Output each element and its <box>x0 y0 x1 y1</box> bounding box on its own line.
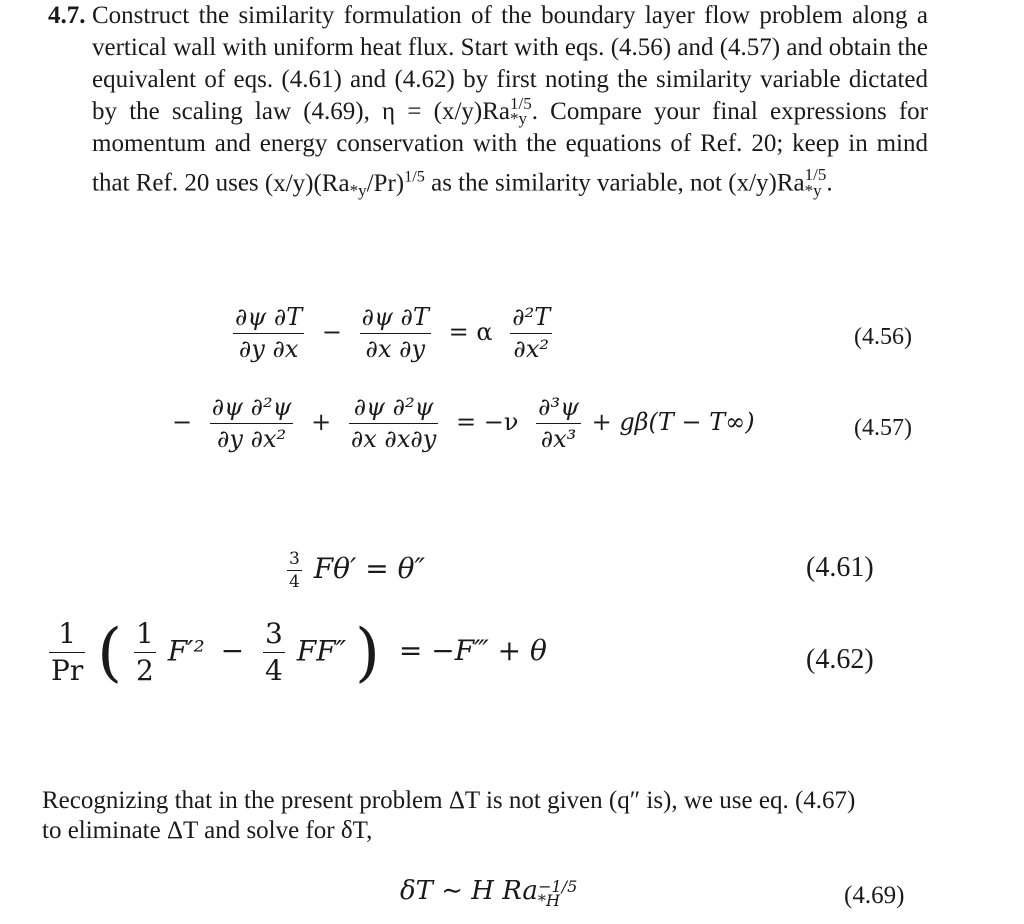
eq469-label: (4.69) <box>844 882 905 909</box>
eq469-exponent: −1/5 <box>537 876 578 896</box>
eq457-equals: = −ν <box>456 408 519 437</box>
eq457-lead-minus: − <box>172 408 193 437</box>
recognizing-line1: Recognizing that in the present problem ΔT is not given (q″ is), we use eq. (4.67) <box>42 787 856 814</box>
similarity-variable: (x/y)Ra <box>433 98 510 126</box>
equation-4-62 <box>46 616 547 690</box>
eq457-frac2: $\frac{\text{∂ψ ∂²ψ}}{\partial x \partial x\partial y}$ <box>350 393 437 454</box>
eq462-close-paren: ) <box>355 615 380 690</box>
problem-text-line1: Construct the similarity formulation of the boundary layer flow problem along a vertical wall with uniform heat flux. Start with eqs. (4.56) and (4.57) and obtain the equivalent of eqs. (4.61) and (4.62) by first noting the similarity variable dictated by the scaling law (4.69), η = <box>92 2 928 126</box>
eq462-minus: − <box>220 634 245 668</box>
sim-exponent: 1/5 <box>510 94 532 113</box>
eq469-lhs: δT ∼ H Ra <box>400 876 538 906</box>
problem-statement <box>48 0 928 200</box>
eq462-pr-frac: $\frac{1}{Pr}$ <box>51 617 84 688</box>
eq456-label: (4.56) <box>854 324 912 350</box>
eq461-label: (4.61) <box>806 552 874 583</box>
equation-4-61 <box>284 548 425 593</box>
equation-4-56 <box>230 302 555 365</box>
ref20-variable-a: (x/y)(Ra <box>264 169 350 197</box>
equation-4-57 <box>172 392 755 455</box>
eq462-open-paren: ( <box>97 615 123 690</box>
ref20-variable-b: /Pr) <box>366 169 405 197</box>
eq462-label: (4.62) <box>806 644 874 675</box>
equation-4-69 <box>400 876 577 909</box>
eq461-body: Fθ′ = θ″ <box>313 552 425 586</box>
eq469-subscript: *H <box>537 891 561 911</box>
recognizing-line2: to eliminate ΔT and solve for δT, <box>42 817 373 844</box>
eq456-frac2: $\frac{\partial\psi \partial T}{\partial x \partial y}$ <box>361 303 429 364</box>
eq456-equals: = α <box>448 318 493 347</box>
ref20-variable-c: as the similarity variable, not (x/y)Ra <box>424 169 805 197</box>
eq462-fprime-squared: F′² <box>167 634 205 668</box>
eq457-label: (4.57) <box>854 415 912 441</box>
end-exponent: 1/5 <box>804 165 827 185</box>
sim-subscript: *y <box>510 109 527 129</box>
problem-text <box>92 0 928 200</box>
eq461-frac: $\frac{3}{4}$ <box>289 549 300 593</box>
eq457-frac1: $\frac{\text{∂ψ ∂²ψ}}{\text{∂y ∂x²}}$ <box>211 393 292 454</box>
eq462-half-frac: $\frac{1}{2}$ <box>136 617 154 688</box>
problem-number: 4.7. <box>48 2 86 29</box>
eq457-frac3: $\frac{\text{∂³ψ}}{\text{∂x³}}$ <box>538 393 579 454</box>
ref20-exponent: 1/5 <box>404 167 425 186</box>
eq462-ffpp: FF″ <box>296 634 347 668</box>
end-subscript: *y <box>804 180 822 200</box>
eq456-frac3: $\frac{\text{∂²T}}{\text{∂x²}}$ <box>512 303 551 364</box>
recognizing-paragraph <box>42 786 922 846</box>
eq456-frac1: $\frac{\partial\psi \partial T}{\partial y \partial x}$ <box>235 303 303 364</box>
eq462-quarter-frac: $\frac{3}{4}$ <box>265 617 283 688</box>
eq457-plus: + <box>311 408 332 437</box>
end-period: . <box>826 169 833 197</box>
ref20-subscript: *y <box>349 180 367 200</box>
eq462-rhs: = −F‴ + θ <box>398 634 547 668</box>
eq457-tail: + gβ(T − T∞) <box>591 408 755 437</box>
eq456-minus: − <box>321 318 343 347</box>
problem-text-line2: . Compare your final expressions for momentum and energy conservation with the equations of Ref. 20; keep in mind that Ref. 20 uses <box>92 98 929 197</box>
